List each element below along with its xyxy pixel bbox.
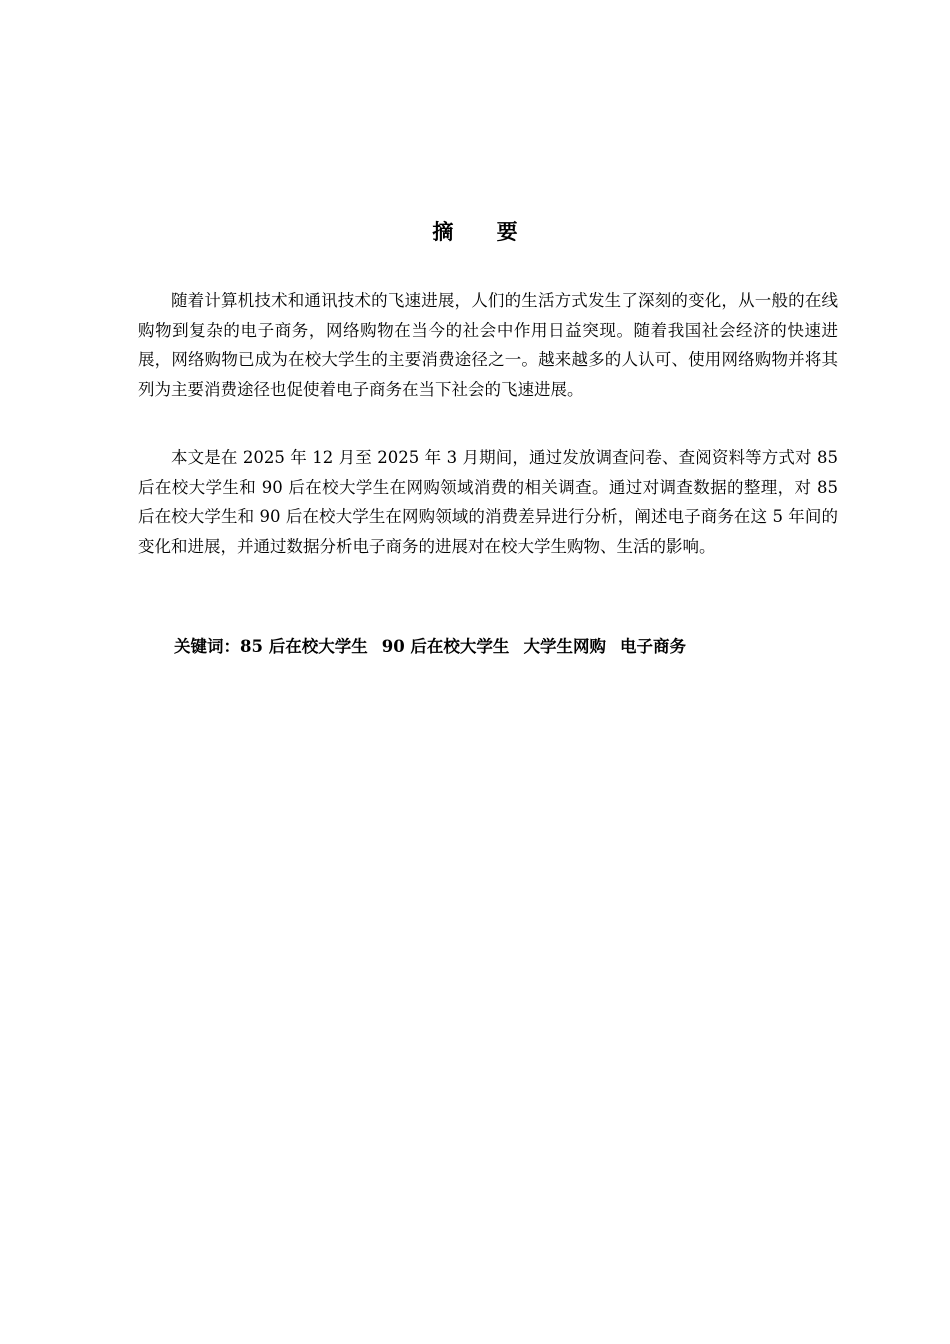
- keyword-item: 电子商务: [619, 637, 686, 656]
- abstract-paragraph: 本文是在 2025 年 12 月至 2025 年 3 月期间，通过发放调查问卷、查阅资料等方式对 85 后在校大学生和 90 后在校大学生在网购领域消费的相关调查。通过对调查数据的整理，对 85 后在校大学生和 90 后在校大学生在网购领域的消费差异进行分析，阐述电子商务在这 5 年间的变化和进展，并通过数据分析电子商务的进展对在校大学生购物、生活的影响。: [138, 448, 838, 556]
- keyword-item: 85 后在校大学生: [240, 637, 368, 656]
- keyword-item: 大学生网购: [523, 637, 606, 656]
- abstract-paragraph-2-block: [138, 443, 838, 561]
- abstract-paragraph: 随着计算机技术和通讯技术的飞速进展，人们的生活方式发生了深刻的变化，从一般的在线购物到复杂的电子商务，网络购物在当今的社会中作用日益突现。随着我国社会经济的快速进展，网络购物已成为在校大学生的主要消费途径之一。越来越多的人认可、使用网络购物并将其列为主要消费途径也促使着电子商务在当下社会的飞速进展。: [138, 291, 838, 399]
- abstract-paragraph-1-block: [138, 286, 838, 404]
- keyword-item: 90 后在校大学生: [381, 637, 510, 656]
- keywords-label: 关键词：: [174, 637, 240, 656]
- abstract-title: 摘 要: [432, 219, 536, 244]
- keywords-line: [174, 632, 874, 661]
